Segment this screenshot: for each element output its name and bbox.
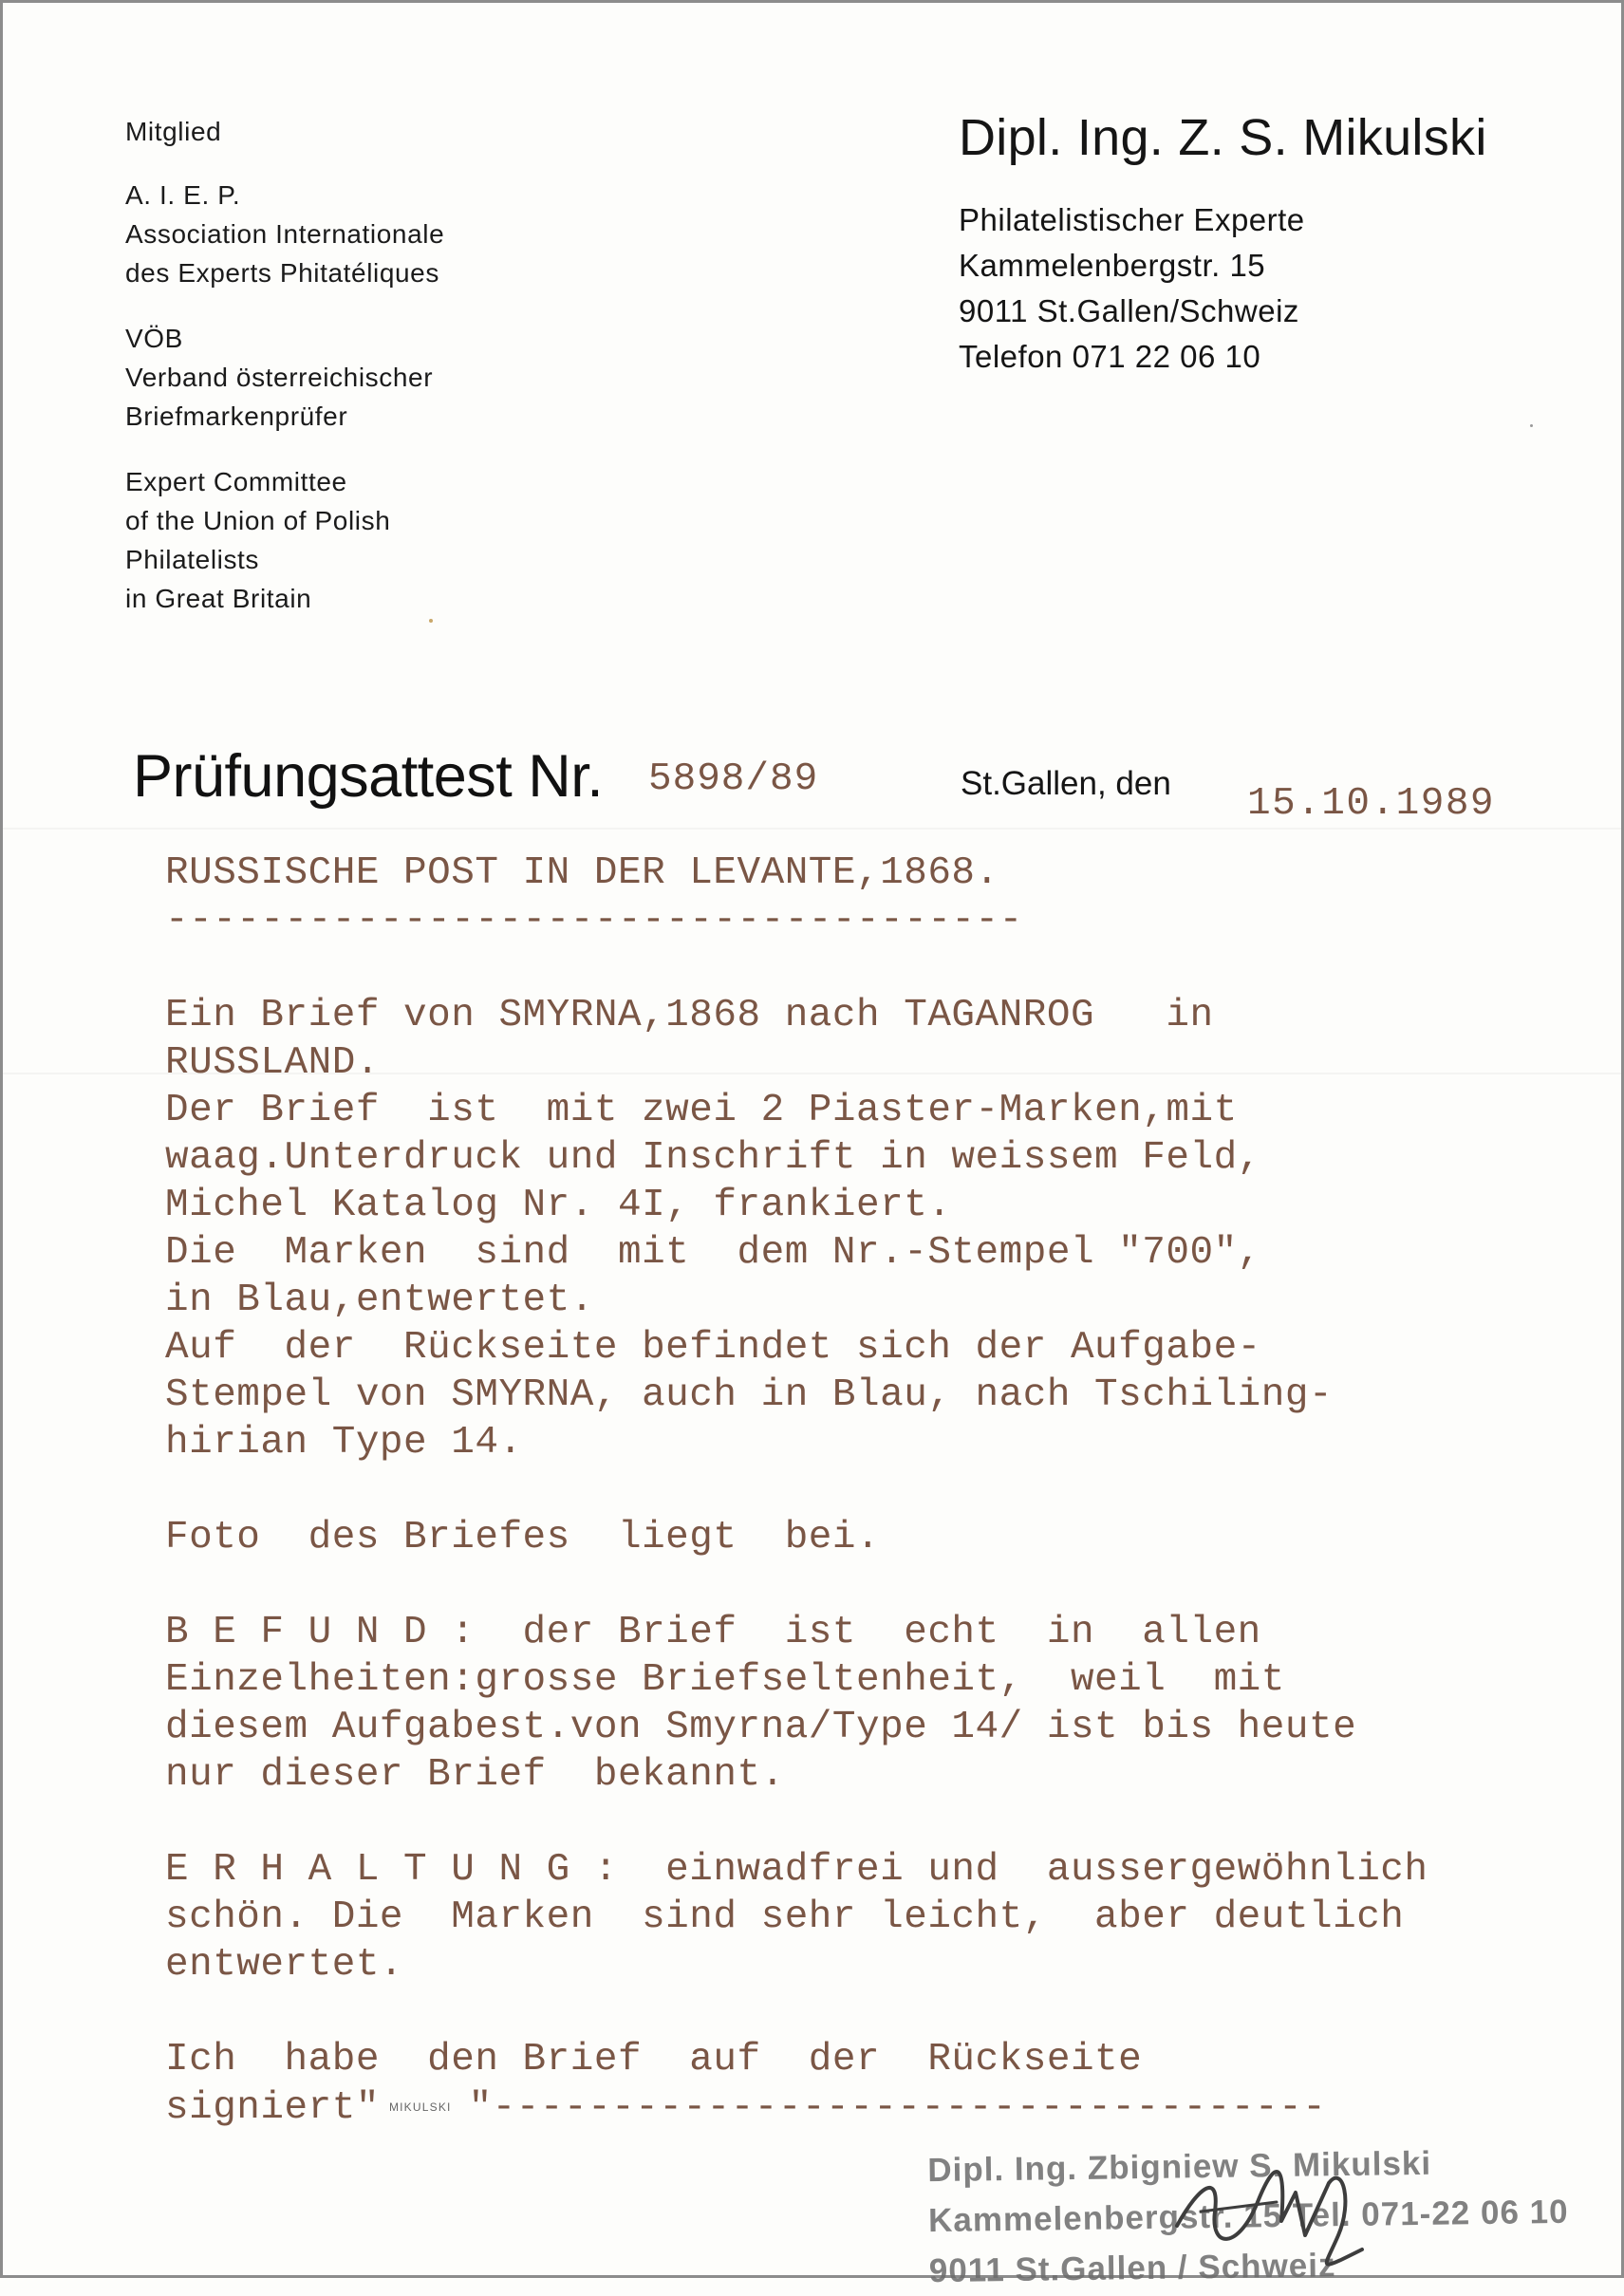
voeb-line: VÖB: [125, 324, 183, 353]
stamp-line: Dipl. Ing. Zbigniew S. Mikulski: [927, 2144, 1432, 2190]
body-line: Michel Katalog Nr. 4I, frankiert.: [165, 1184, 952, 1227]
voeb-group: [125, 319, 619, 436]
signed-word: signiert": [165, 2085, 380, 2130]
body-line: Stempel von SMYRNA, auch in Blau, nach Tschiling-: [165, 1373, 1334, 1417]
body-line: E R H A L T U N G : einwadfrei und aussergewöhnlich: [165, 1848, 1428, 1892]
certificate-body: [165, 849, 1617, 2131]
expert-street: Kammelenbergstr. 15: [959, 248, 1266, 283]
expert-phone: Telefon 071 22 06 10: [959, 339, 1261, 374]
aiep-line: des Experts Phitatéliques: [125, 258, 439, 288]
handwritten-signature: [1163, 2145, 1391, 2278]
body-line: waag.Unterdruck und Inschrift in weissem Feld,: [165, 1136, 1261, 1180]
body-line: RUSSLAND.: [165, 1041, 380, 1085]
signed-statement: Ich habe den Brief auf der Rückseite: [165, 2038, 1143, 2081]
body-line: hirian Type 14.: [165, 1421, 523, 1465]
body-line: in Blau,entwertet.: [165, 1279, 594, 1322]
body-line: Foto des Briefes liegt bei.: [165, 1516, 881, 1559]
signed-dash-line: "-----------------------------------: [468, 2085, 1327, 2130]
voeb-line: Briefmarkenprüfer: [125, 401, 348, 431]
body-line: B E F U N D : der Brief ist echt in allen: [165, 1611, 1261, 1654]
body-line: Ein Brief von SMYRNA,1868 nach TAGANROG in: [165, 994, 1214, 1037]
body-line: nur dieser Brief bekannt.: [165, 1753, 785, 1797]
body-heading: RUSSISCHE POST IN DER LEVANTE,1868.: [165, 851, 999, 895]
body-line: schön. Die Marken sind sehr leicht, aber deutlich: [165, 1895, 1405, 1939]
body-blank-line: [165, 1466, 1617, 1514]
expert-address-block: [959, 106, 1585, 380]
body-heading-underline: ------------------------------------: [165, 899, 1023, 943]
body-line: entwertet.: [165, 1943, 404, 1987]
body-line: diesem Aufgabest.von Smyrna/Type 14/ ist bis heute: [165, 1706, 1357, 1749]
certificate-date: 15.10.1989: [1247, 782, 1496, 826]
polish-committee-line: in Great Britain: [125, 584, 312, 613]
body-line: Die Marken sind mit dem Nr.-Stempel "700",: [165, 1231, 1261, 1275]
certificate-title: Prüfungsattest Nr.: [133, 743, 604, 810]
polish-committee-group: [125, 462, 619, 618]
body-line: Einzelheiten:grosse Briefseltenheit, weil mit: [165, 1658, 1285, 1702]
member-label: Mitglied: [125, 117, 222, 146]
body-line: Der Brief ist mit zwei 2 Piaster-Marken,mit: [165, 1089, 1238, 1132]
voeb-line: Verband österreichischer: [125, 363, 434, 392]
membership-block: [125, 112, 619, 644]
paper-speck: [1530, 424, 1533, 427]
certificate-number: 5898/89: [648, 757, 819, 801]
stamp-line: 9011 St.Gallen / Schweiz: [928, 2247, 1336, 2290]
mini-signature: MIKULSKI: [388, 2100, 452, 2114]
stamp-line: Kammelenbergstr. 15 Tel. 071-22 06 10: [927, 2193, 1569, 2240]
expert-title: Philatelistischer Experte: [959, 202, 1305, 237]
expert-name: Dipl. Ing. Z. S. Mikulski: [959, 109, 1487, 166]
aiep-group: [125, 176, 619, 292]
body-blank-line: [165, 1799, 1617, 1846]
polish-committee-line: Expert Committee: [125, 467, 347, 496]
polish-committee-line: Philatelists: [125, 545, 260, 574]
paper-fold: [3, 828, 1621, 830]
aiep-line: Association Internationale: [125, 219, 445, 249]
body-blank-line: [165, 944, 1617, 992]
polish-committee-line: of the Union of Polish: [125, 506, 391, 535]
expert-city: 9011 St.Gallen/Schweiz: [959, 293, 1299, 328]
body-line: Auf der Rückseite befindet sich der Aufgabe-: [165, 1326, 1261, 1370]
aiep-line: A. I. E. P.: [125, 180, 241, 210]
place-label: St.Gallen, den: [961, 765, 1171, 802]
body-blank-line: [165, 1561, 1617, 1609]
signed-statement-end: [165, 2083, 1617, 2131]
body-lines: [165, 944, 1617, 2036]
body-blank-line: [165, 1988, 1617, 2036]
